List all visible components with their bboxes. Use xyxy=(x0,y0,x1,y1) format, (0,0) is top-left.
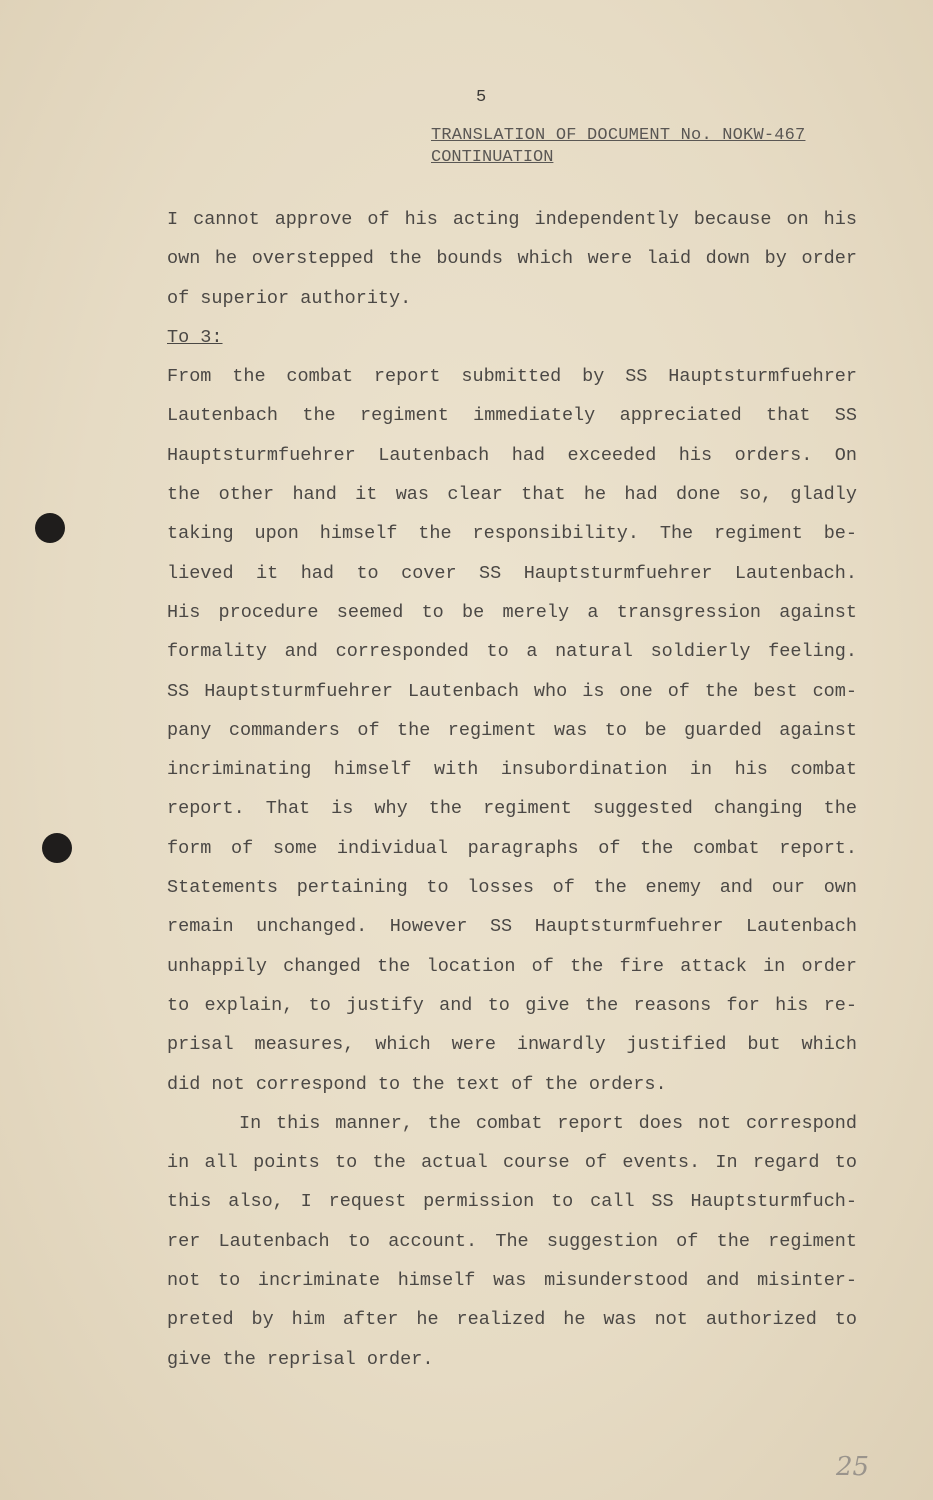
punch-hole xyxy=(42,833,72,863)
text-line: preted by him after he realized he was not authorized to xyxy=(167,1309,857,1331)
text-line: of superior authority. xyxy=(167,287,412,309)
text-line: form of some individual paragraphs of the combat report. xyxy=(167,837,857,859)
text-line: the other hand it was clear that he had done so, gladly xyxy=(167,484,857,506)
paragraph-1 xyxy=(167,200,857,318)
text-line: formality and corresponded to a natural soldierly feeling. xyxy=(167,641,857,663)
text-line: unhappily changed the location of the fire attack in order xyxy=(167,955,857,977)
text-line: this also, I request permission to call SS Hauptsturmfuch- xyxy=(167,1191,857,1213)
text-line: From the combat report submitted by SS Hauptsturmfuehrer xyxy=(167,366,857,388)
text-line: I cannot approve of his acting independently because on his xyxy=(167,209,857,230)
text-line: lieved it had to cover SS Hauptsturmfuehrer Lautenbach. xyxy=(167,562,857,584)
text-line: Statements pertaining to losses of the enemy and our own xyxy=(167,877,857,899)
text-line: taking upon himself the responsibility. The regiment be- xyxy=(167,523,857,545)
text-line: not to incriminate himself was misunderstood and misinter- xyxy=(167,1270,857,1292)
text-line: report. That is why the regiment suggested changing the xyxy=(167,798,857,820)
text-line: to explain, to justify and to give the reasons for his re- xyxy=(167,994,857,1016)
section-heading xyxy=(167,318,857,357)
handwritten-page-mark: 25 xyxy=(836,1452,870,1482)
text-line: prisal measures, which were inwardly justified but which xyxy=(167,1034,857,1056)
text-line: give the reprisal order. xyxy=(167,1348,434,1370)
document-header xyxy=(431,125,851,169)
text-line: in all points to the actual course of events. In regard to xyxy=(167,1152,857,1174)
text-line: rer Lautenbach to account. The suggestion of the regiment xyxy=(167,1230,857,1252)
header-title: TRANSLATION OF DOCUMENT No. NOKW-467 xyxy=(431,126,806,145)
header-continuation: CONTINUATION xyxy=(431,148,554,167)
text-line: His procedure seemed to be merely a transgression against xyxy=(167,601,857,623)
page-number: 5 xyxy=(476,88,487,107)
heading-to-3: To 3: xyxy=(167,326,223,348)
text-line: SS Hauptsturmfuehrer Lautenbach who is one of the best com- xyxy=(167,680,857,702)
punch-hole xyxy=(35,513,65,543)
text-line: incriminating himself with insubordination in his combat xyxy=(167,759,857,781)
text-line: pany commanders of the regiment was to be guarded against xyxy=(167,719,857,741)
text-line: did not correspond to the text of the orders. xyxy=(167,1073,667,1095)
text-line: own he overstepped the bounds which were laid down by order xyxy=(167,248,857,270)
text-line: Lautenbach the regiment immediately appreciated that SS xyxy=(167,405,857,427)
text-line: Hauptsturmfuehrer Lautenbach had exceeded his orders. On xyxy=(167,444,857,466)
text-line: remain unchanged. However SS Hauptsturmfuehrer Lautenbach xyxy=(167,916,857,938)
text-line: In this manner, the combat report does not correspond xyxy=(239,1112,857,1134)
paragraph-3 xyxy=(167,1104,857,1379)
paragraph-2 xyxy=(167,357,857,1104)
document-body xyxy=(167,200,857,1379)
